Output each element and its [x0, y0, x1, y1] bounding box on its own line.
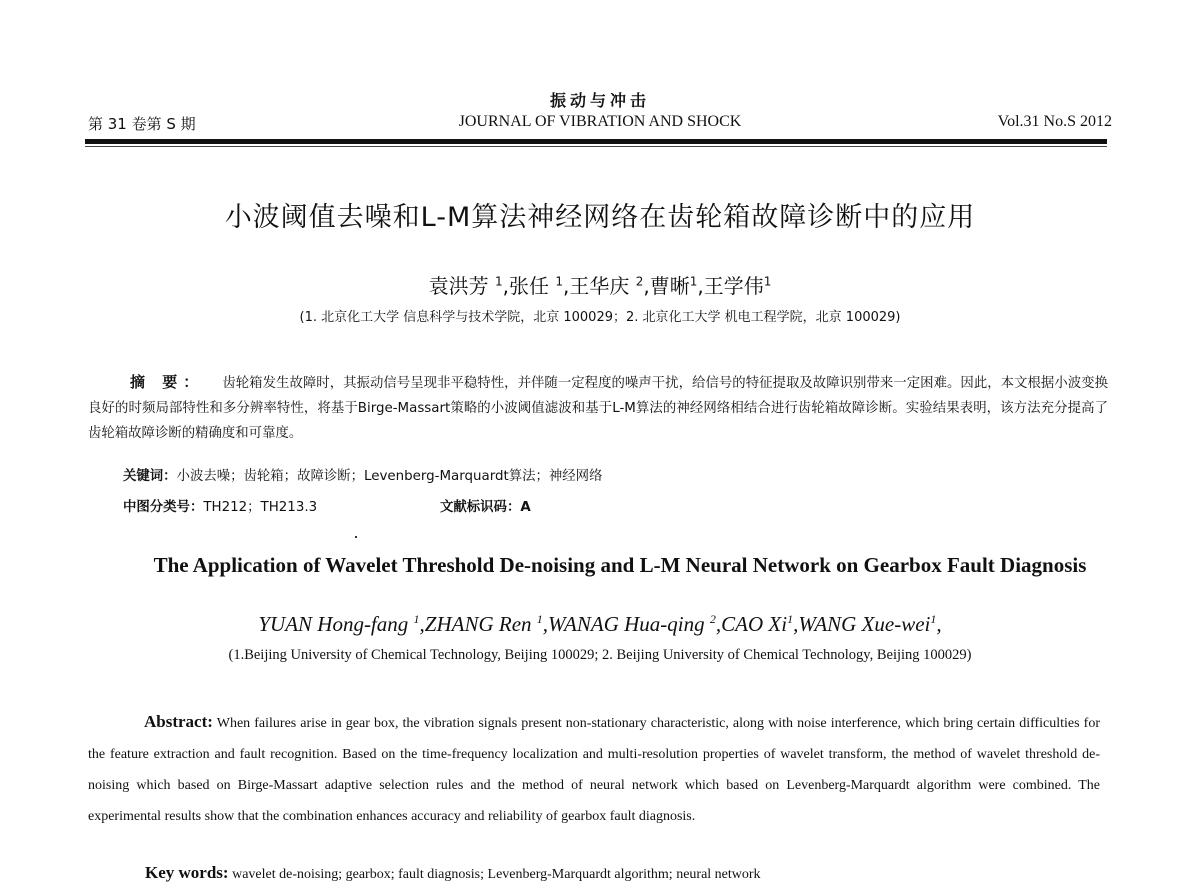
header-rule-thin	[85, 146, 1107, 147]
document-code-label: 文献标识码：	[440, 500, 521, 515]
author-affiliation-mark: 2	[635, 274, 644, 289]
abstract-cn	[88, 370, 1108, 446]
keywords-cn	[123, 465, 602, 484]
author-affiliation-mark: 1	[787, 612, 794, 626]
affiliations-en: (1.Beijing University of Chemical Technology, Beijing 100029; 2. Beijing University of Chemical Technology, Beijing 100029)	[228, 647, 972, 663]
journal-name-en: JOURNAL OF VIBRATION AND SHOCK	[458, 113, 742, 130]
author-name: YUAN Hong-fang	[258, 612, 414, 636]
authors-cn	[0, 270, 1200, 299]
author-affiliation-mark: 2	[709, 612, 716, 626]
authors-en	[0, 612, 1200, 637]
author-name: ,曹晰	[643, 274, 690, 298]
header-rule-thick	[85, 139, 1107, 144]
keywords-label-cn: 关键词：	[123, 469, 177, 484]
author-name: ,CAO Xi	[715, 612, 788, 636]
title-en: The Application of Wavelet Threshold De-noising and L-M Neural Network on Gearbox Fault Diagnosis	[153, 553, 1087, 577]
author-name: ,WANG Xue-wei	[793, 612, 931, 636]
scan-dot	[355, 536, 357, 538]
author-affiliation-mark: 1	[536, 612, 543, 626]
abstract-label-cn: 摘 要：	[130, 373, 205, 391]
classification-label: 中图分类号：	[123, 500, 204, 515]
author-affiliation-mark: 1	[930, 612, 937, 626]
author-name: ,王学伟	[697, 274, 764, 298]
author-affiliation-mark: 1	[495, 274, 503, 289]
keywords-text-cn: 小波去噪；齿轮箱；故障诊断；Levenberg-Marquardt算法；神经网络	[176, 469, 603, 484]
author-name: ,王华庆	[563, 274, 636, 298]
journal-name-cn: 振动与冲击	[549, 91, 650, 110]
abstract-text-cn: 齿轮箱发生故障时，其振动信号呈现非平稳特性，并伴随一定程度的噪声干扰，给信号的特征提取及故障识别带来一定困难。因此，本文根据小波变换良好的时频局部特性和多分辨率特性，将基于Birge-Massart策略的小波阈值滤波和基于L-M算法的神经网络相结合进行齿轮箱故障诊断。实验结果表明，该方法充分提高了齿轮箱故障诊断的精确度和可靠度。	[88, 376, 1108, 441]
volume-label: Vol.31 No.S 2012	[997, 113, 1112, 130]
affiliations-cn: (1. 北京化工大学 信息科学与技术学院，北京 100029；2. 北京化工大学 机电工程学院，北京 100029)	[299, 310, 901, 325]
authors-trailing-comma: ,	[936, 612, 942, 636]
issue-label: 第 31 卷第 S 期	[88, 115, 196, 133]
author-affiliation-mark: 1	[555, 274, 563, 289]
abstract-text-en: When failures arise in gear box, the vibration signals present non-stationary characteristic, along with noise interference, which bring certain difficulties for the feature extraction and fault recognition. Based on the time-frequency localization and multi-resolution properties of wavelet transform, the method of wavelet threshold de-noising which based on Birge-Massart adaptive selection rules and the method of neural network which based on Levenberg-Marquardt algorithm were combined. The experimental results show that the combination enhances accuracy and reliability of gearbox fault diagnosis.	[88, 716, 1100, 824]
author-affiliation-mark: 1	[689, 274, 698, 289]
keywords-en	[145, 863, 761, 883]
keywords-text-en: wavelet de-noising; gearbox; fault diagnosis; Levenberg-Marquardt algorithm; neural network	[232, 867, 761, 882]
author-name: ,张任	[502, 274, 556, 298]
author-affiliation-mark: 1	[763, 274, 772, 289]
author-name: ,ZHANG Ren	[419, 612, 537, 636]
document-code-value: A	[520, 500, 531, 515]
classification-cn	[123, 496, 317, 515]
abstract-en	[88, 706, 1100, 832]
classification-value: TH212；TH213.3	[203, 500, 318, 515]
author-affiliation-mark: 1	[413, 612, 420, 626]
author-name: 袁洪芳	[428, 274, 495, 298]
author-name: ,WANAG Hua-qing	[542, 612, 710, 636]
document-code-cn	[440, 496, 531, 515]
keywords-label-en: Key words:	[145, 863, 229, 882]
abstract-label-en: Abstract:	[144, 712, 213, 731]
title-cn: 小波阈值去噪和L-M算法神经网络在齿轮箱故障诊断中的应用	[224, 202, 976, 233]
